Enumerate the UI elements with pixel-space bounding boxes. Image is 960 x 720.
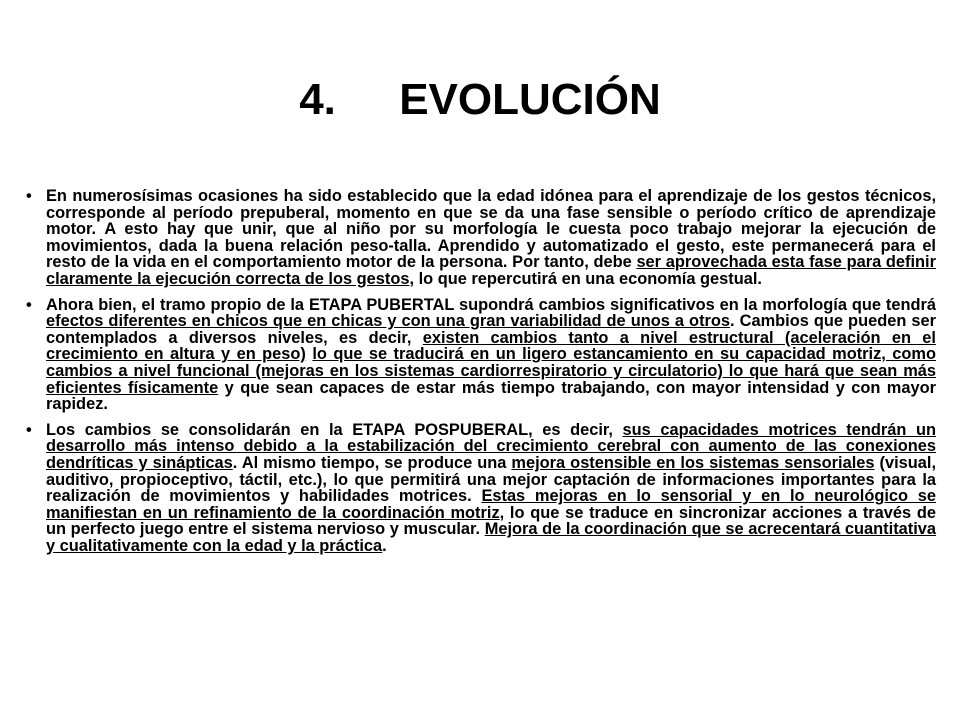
- underlined-text: lo que se traducirá en un ligero estancamiento en su capacidad motriz, como cambios a nivel funcional (mejoras en los sistemas cardiorrespiratorio y circulatorio) lo que hará que sean más eficientes físicamente: [46, 345, 936, 397]
- bullet-item: [26, 422, 936, 555]
- slide-title: [0, 70, 960, 130]
- bullet-dot-icon: •: [26, 295, 32, 314]
- bullet-list: [26, 188, 936, 554]
- underlined-text: existen cambios tanto a nivel estructural (aceleración en el crecimiento en altura y en peso): [46, 328, 936, 364]
- slide-body: [26, 188, 936, 563]
- section-number: 4.: [299, 75, 336, 124]
- paragraph-text: . Cambios que pueden ser contemplados a diversos niveles, es decir,: [46, 312, 936, 347]
- paragraph-text: y que sean capaces de estar más tiempo trabajando, con mayor intensidad y con mayor rapidez.: [46, 378, 937, 414]
- section-heading: EVOLUCIÓN: [399, 75, 661, 124]
- paragraph-text: . Al mismo tiempo, se produce una: [232, 453, 512, 472]
- bullet-dot-icon: •: [26, 420, 32, 439]
- bullet-item: [26, 297, 936, 413]
- underlined-text: ser aprovechada esta fase para definir claramente la ejecución correcta de los gestos: [46, 253, 936, 288]
- underlined-text: Estas mejoras en lo sensorial y en lo neurológico se manifiestan en un refinamiento de la coordinación motriz: [46, 487, 937, 522]
- paragraph-text: En numerosísimas ocasiones ha sido establecido que la edad idónea para el aprendizaje de los gestos técnicos, corresponde al período prepuberal, momento en que se da una fase sensible o período crítico de aprendizaje motor. A esto hay que unir, que al niño por su morfología le cuesta poco trabajo mejorar la ejecución de movimientos, dada la buena relación peso-talla. Aprendido y automatizado el gesto, este permanecerá para el resto de la vida en el comportamiento motor de la persona. Por tanto, debe: [46, 187, 936, 272]
- underlined-text: Mejora de la coordinación que se acrecentará cuantitativa y cualitativamente con la edad y la práctica: [46, 520, 937, 555]
- paragraph-text: Ahora bien, el tramo propio de la ETAPA PUBERTAL supondrá cambios significativos en la morfología que tendrá: [46, 295, 936, 314]
- paragraph-text: , lo que repercutirá en una economía gestual.: [409, 269, 762, 288]
- bullet-item: [26, 188, 936, 288]
- underlined-text: efectos diferentes en chicos que en chicas y con una gran variabilidad de unos a otros: [46, 312, 731, 331]
- paragraph-text: Los cambios se consolidarán en la ETAPA POSPUBERAL, es decir,: [46, 420, 623, 439]
- paragraph-text: , lo que se traduce en sincronizar acciones a través de un perfecto juego entre el sistema nervioso y muscular.: [46, 503, 936, 539]
- bullet-dot-icon: •: [26, 187, 32, 205]
- underlined-text: sus capacidades motrices tendrán un desarrollo más intenso debido a la estabilización del crecimiento cerebral con aumento de las conexiones dendríticas y sinápticas: [46, 420, 937, 472]
- underlined-text: mejora ostensible en los sistemas sensoriales: [511, 453, 875, 472]
- paragraph-text: (visual, auditivo, propioceptivo, táctil, etc.), lo que permitirá una mejor captación de informaciones importantes para la realización de movimientos y habilidades motrices.: [46, 453, 936, 506]
- paragraph-text: .: [382, 536, 387, 555]
